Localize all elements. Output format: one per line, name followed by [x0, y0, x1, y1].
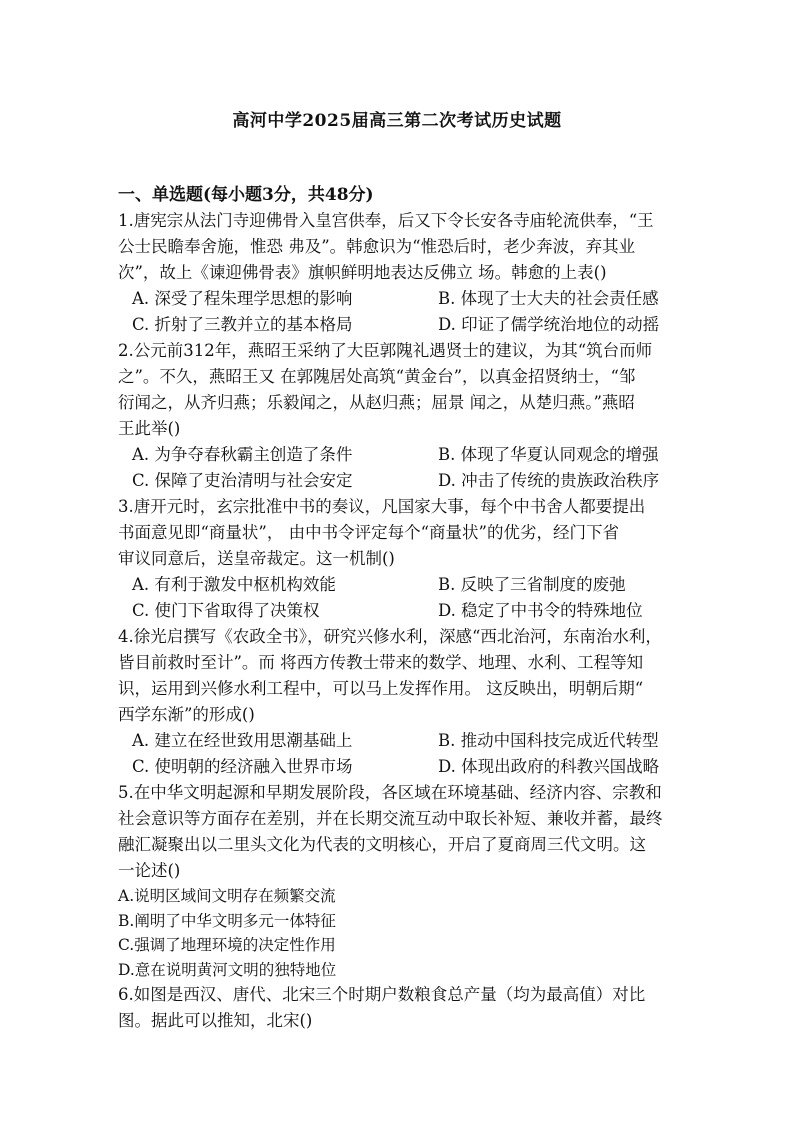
question-text-line: 书面意见即“商量状”， 由中书令评定每个“商量状”的优劣，经门下省 — [118, 523, 619, 542]
question-text-line: 西学东渐”的形成() — [118, 705, 255, 724]
question-text-line: 融汇凝聚出以二里头文化为代表的文明核心，开启了夏商周三代文明。这 — [118, 835, 646, 854]
section-heading: 一、单选题(每小题3分，共48分) — [118, 185, 374, 205]
option-b[interactable]: B.阐明了中华文明多元一体特征 — [118, 911, 336, 930]
option-b[interactable]: B. 体现了华夏认同观念的增强 — [438, 445, 659, 464]
option-a[interactable]: A. 深受了程朱理学思想的影响 — [132, 289, 353, 308]
question-text-line: 社会意识等方面存在差别，并在长期交流互动中取长补短、兼收并蓄，最终 — [118, 809, 663, 828]
question-text-line: 衍闻之，从齐归燕；乐毅闻之，从赵归燕；屈景 闻之，从楚归燕。”燕昭 — [118, 393, 635, 412]
question-3 — [118, 494, 722, 624]
option-c[interactable]: C.强调了地理环境的决定性作用 — [118, 936, 336, 954]
question-text-line: 一论述() — [118, 861, 181, 880]
option-b[interactable]: B. 推动中国科技完成近代转型 — [438, 731, 659, 750]
question-1 — [118, 208, 722, 338]
question-text-line: 之”。不久，燕昭王又 在郭隗居处高筑“黄金台”，以真金招贤纳士，“邹 — [118, 367, 636, 386]
question-text-line: 5.在中华文明起源和早期发展阶段，各区域在环境基础、经济内容、宗教和 — [118, 783, 662, 802]
option-b[interactable]: B. 反映了三省制度的废弛 — [438, 575, 626, 594]
question-text-line: 王此举() — [118, 419, 181, 438]
question-2 — [118, 338, 722, 494]
option-d[interactable]: D. 体现出政府的科教兴国战略 — [438, 757, 660, 776]
option-b[interactable]: B. 体现了士大夫的社会责任感 — [438, 289, 659, 308]
question-text-line: 公士民瞻奉舍施，惟恐 弗及”。韩愈识为“惟恐后时，老少奔波，弃其业 — [118, 237, 636, 256]
question-5 — [118, 780, 722, 982]
question-text-line: 6.如图是西汉、唐代、北宋三个时期户数粮食总产量（均为最高值）对比 — [118, 985, 646, 1004]
option-d[interactable]: D. 印证了儒学统治地位的动摇 — [438, 315, 660, 334]
option-c[interactable]: C. 保障了吏治清明与社会安定 — [132, 471, 353, 490]
option-d[interactable]: D.意在说明黄河文明的独特地位 — [118, 960, 337, 979]
question-text-line: 3.唐开元时，玄宗批准中书的奏议，凡国家大事，每个中书舍人都要提出 — [118, 497, 646, 516]
exam-title: 高河中学2025届高三第二次考试历史试题 — [232, 111, 562, 131]
question-4 — [118, 624, 722, 780]
question-text-line: 识，运用到兴修水利工程中，可以马上发挥作用。 这反映出，明朝后期“ — [118, 679, 644, 698]
options-grid — [118, 442, 722, 494]
option-a[interactable]: A. 有利于激发中枢机构效能 — [132, 575, 336, 594]
question-6 — [118, 982, 722, 1034]
option-d[interactable]: D. 冲击了传统的贵族政治秩序 — [438, 471, 660, 490]
option-a[interactable]: A. 为争夺春秋霸主创造了条件 — [132, 445, 353, 464]
options-grid — [118, 728, 722, 780]
question-text-line: 皆目前救时至计”。而 将西方传教士带来的数学、地理、水利、工程等知 — [118, 653, 644, 672]
question-text-line: 次”，故上《谏迎佛骨表》旗帜鲜明地表达反佛立 场。韩愈的上表() — [118, 263, 607, 282]
option-c[interactable]: C. 使门下省取得了决策权 — [132, 601, 320, 620]
option-a[interactable]: A.说明区域间文明存在频繁交流 — [118, 887, 336, 905]
question-text-line: 审议同意后，送皇帝裁定。这一机制() — [118, 549, 395, 568]
options-grid — [118, 286, 722, 338]
question-text-line: 2.公元前312年，燕昭王采纳了大臣郭隗礼遇贤士的建议，为其“筑台而师 — [118, 341, 653, 360]
question-list — [118, 208, 722, 1034]
option-c[interactable]: C. 折射了三教并立的基本格局 — [132, 315, 353, 334]
option-c[interactable]: C. 使明朝的经济融入世界市场 — [132, 757, 353, 776]
question-text-line: 图。据此可以推知，北宋() — [118, 1011, 313, 1030]
options-grid — [118, 572, 722, 624]
option-d[interactable]: D. 稳定了中书令的特殊地位 — [438, 601, 643, 620]
option-a[interactable]: A. 建立在经世致用思潮基础上 — [132, 731, 353, 750]
question-text-line: 4.徐光启撰写《农政全书》，研究兴修水利，深感“西北治河，东南治水利， — [118, 627, 662, 646]
question-text-line: 1.唐宪宗从法门寺迎佛骨入皇宫供奉，后又下令长安各寺庙轮流供奉，“王 — [118, 211, 654, 230]
